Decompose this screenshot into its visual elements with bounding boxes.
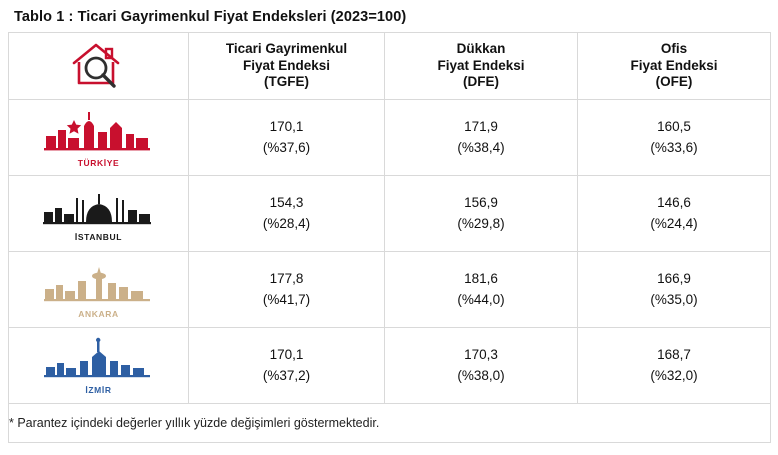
value: 171,9 — [464, 119, 498, 135]
cell-turkiye-dfe — [385, 100, 578, 176]
header-ofe — [578, 33, 771, 100]
region-cell-izmir — [9, 328, 189, 404]
value: 177,8 — [269, 271, 304, 287]
header-ofe-line2: Fiyat Endeksi — [630, 57, 718, 73]
change: (%38,0) — [457, 367, 505, 383]
change: (%35,0) — [650, 291, 698, 307]
region-label: ANKARA — [78, 308, 119, 319]
value: 170,3 — [464, 347, 498, 363]
header-tgfe — [189, 33, 385, 100]
table-row — [9, 100, 771, 176]
value: 168,7 — [657, 347, 691, 363]
change: (%37,2) — [262, 367, 311, 383]
header-dfe-line1: Dükkan — [456, 40, 506, 56]
izmir-skyline-icon — [40, 337, 158, 384]
header-dfe-line2: Fiyat Endeksi — [437, 57, 525, 73]
cell-istanbul-ofe — [578, 176, 771, 252]
cell-izmir-dfe — [385, 328, 578, 404]
ankara-skyline-icon — [40, 261, 158, 308]
change: (%28,4) — [262, 215, 311, 231]
header-tgfe-line2: Fiyat Endeksi — [242, 57, 331, 73]
change: (%44,0) — [457, 291, 505, 307]
cell-turkiye-ofe — [578, 100, 771, 176]
value: 154,3 — [269, 195, 304, 211]
region-cell-istanbul — [9, 176, 189, 252]
value: 170,1 — [269, 347, 304, 363]
turkiye-skyline-icon — [40, 108, 158, 157]
cell-istanbul-tgfe — [189, 176, 385, 252]
change: (%41,7) — [262, 291, 311, 307]
istanbul-skyline-icon — [40, 186, 158, 231]
header-dfe-line3: (DFE) — [463, 74, 499, 90]
cell-izmir-tgfe — [189, 328, 385, 404]
header-dfe — [385, 33, 578, 100]
house-magnifier-icon — [62, 78, 136, 93]
cell-ankara-dfe — [385, 252, 578, 328]
cell-ankara-tgfe — [189, 252, 385, 328]
value: 181,6 — [464, 271, 498, 287]
change: (%37,6) — [262, 139, 311, 155]
region-cell-turkiye — [9, 100, 189, 176]
table-row — [9, 328, 771, 404]
table-footnote-row — [9, 404, 771, 443]
value: 170,1 — [269, 119, 304, 135]
table-header-row — [9, 33, 771, 100]
page-title: Tablo 1 : Ticari Gayrimenkul Fiyat Endeksleri (2023=100) — [14, 9, 407, 25]
table-row — [9, 176, 771, 252]
header-ofe-line3: (OFE) — [655, 74, 693, 90]
cell-turkiye-tgfe — [189, 100, 385, 176]
change: (%33,6) — [650, 139, 698, 155]
region-cell-ankara — [9, 252, 189, 328]
change: (%38,4) — [457, 139, 505, 155]
value: 156,9 — [464, 195, 498, 211]
change: (%32,0) — [650, 367, 698, 383]
cell-ankara-ofe — [578, 252, 771, 328]
region-label: İSTANBUL — [74, 231, 123, 242]
cell-izmir-ofe — [578, 328, 771, 404]
header-tgfe-line1: Ticari Gayrimenkul — [225, 40, 348, 56]
table-row — [9, 252, 771, 328]
cell-istanbul-dfe — [385, 176, 578, 252]
header-ofe-line1: Ofis — [660, 40, 688, 56]
commercial-property-index-table — [8, 32, 771, 443]
region-label: TÜRKİYE — [77, 157, 120, 168]
header-icon-cell — [9, 33, 189, 100]
value: 160,5 — [657, 119, 691, 135]
value: 146,6 — [657, 195, 691, 211]
change: (%29,8) — [457, 215, 505, 231]
region-label: İZMİR — [85, 384, 112, 395]
header-tgfe-line3: (TGFE) — [264, 74, 309, 90]
change: (%24,4) — [650, 215, 698, 231]
value: 166,9 — [657, 271, 691, 287]
footnote: * Parantez içindeki değerler yıllık yüzde değişimleri göstermektedir. — [9, 404, 771, 443]
